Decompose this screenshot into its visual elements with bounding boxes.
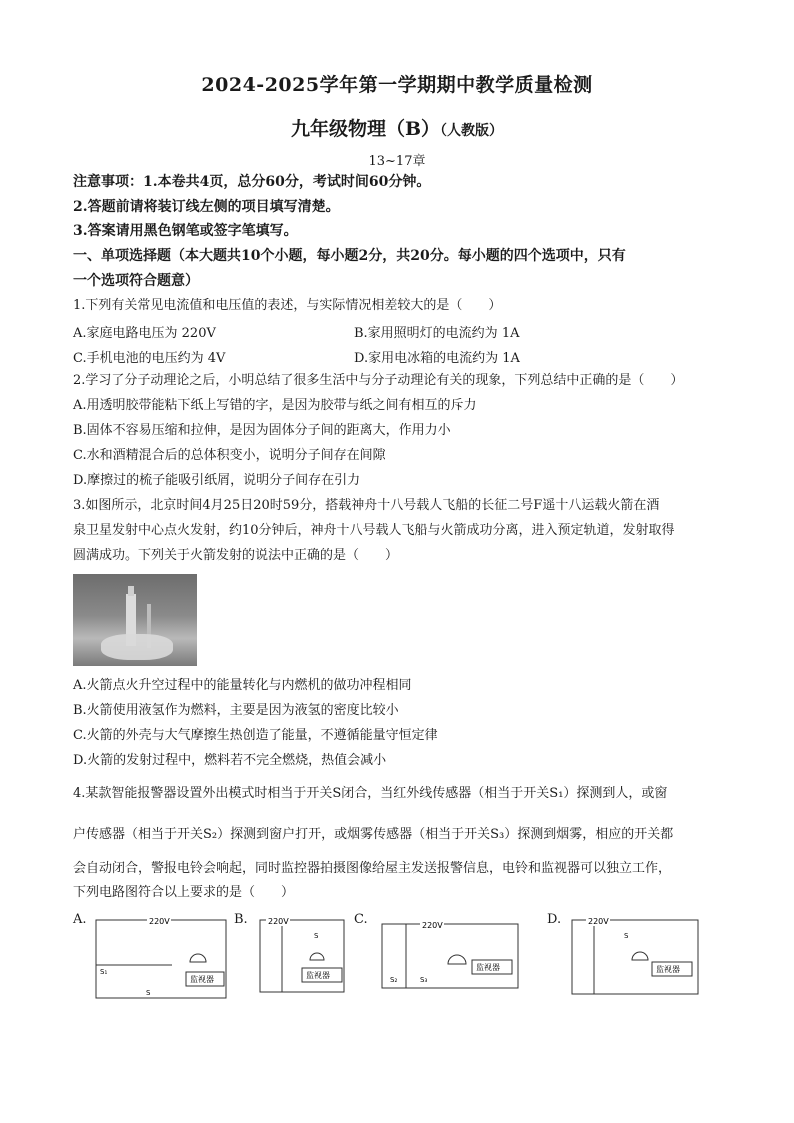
q3-option-d: D.火箭的发射过程中，燃料若不完全燃烧，热值会减小 xyxy=(73,753,387,768)
circuit-d-monitor: 监视器 xyxy=(656,965,680,974)
circuit-d-label: D. xyxy=(547,912,562,927)
exam-subtitle xyxy=(0,114,794,141)
circuit-a-s1: S₁ xyxy=(100,968,108,976)
q2-option-d: D.摩擦过的梳子能吸引纸屑，说明分子间存在引力 xyxy=(73,473,361,488)
section-heading-line2: 一个选项符合题意） xyxy=(73,273,199,289)
circuit-b-s: S xyxy=(314,932,319,940)
circuit-c-monitor: 监视器 xyxy=(476,963,500,972)
subject-label: 九年级物理（B） xyxy=(290,118,441,140)
edition-label: （人教版） xyxy=(440,123,504,139)
circuit-a-s: S xyxy=(146,989,151,997)
q2-stem: 2.学习了分子动理论之后，小明总结了很多生活中与分子动理论有关的现象，下列总结中正确的是（ ） xyxy=(73,373,684,388)
q3-stem-line2: 泉卫星发射中心点火发射，约10分钟后，神舟十八号载人飞船与火箭成功分离，进入预定轨道，发射取得 xyxy=(73,523,675,538)
circuit-d-s: S xyxy=(624,932,629,940)
circuit-a-voltage: 220V xyxy=(149,917,170,926)
q1-option-d: D.家用电冰箱的电流约为 1A xyxy=(354,351,520,366)
q3-stem-line1: 3.如图所示，北京时间4月25日20时59分，搭载神舟十八号载人飞船的长征二号F遥十八运载火箭在酒 xyxy=(73,498,660,513)
circuit-d-voltage: 220V xyxy=(588,917,609,926)
circuit-b-diagram xyxy=(252,910,352,1002)
q1-option-c: C.手机电池的电压约为 4V xyxy=(73,351,226,366)
circuit-c-s3: S₃ xyxy=(420,976,428,984)
q2-option-a: A.用透明胶带能粘下纸上写错的字，是因为胶带与纸之间有相互的斥力 xyxy=(73,398,477,413)
chapter-range: 13~17章 xyxy=(368,154,426,169)
q3-stem-line3: 圆满成功。下列关于火箭发射的说法中正确的是（ ） xyxy=(73,548,399,563)
circuit-c-diagram xyxy=(376,910,524,1002)
q1-option-b: B.家用照明灯的电流约为 1A xyxy=(354,326,520,341)
q2-option-b: B.固体不容易压缩和拉伸，是因为固体分子间的距离大，作用力小 xyxy=(73,423,451,438)
q3-option-b: B.火箭使用液氢作为燃料，主要是因为液氢的密度比较小 xyxy=(73,703,399,718)
note-3: 3.答案请用黑色钢笔或签字笔填写。 xyxy=(73,223,298,239)
q3-option-c: C.火箭的外壳与大气摩擦生热创造了能量，不遵循能量守恒定律 xyxy=(73,728,438,743)
q4-stem-line4: 下列电路图符合以上要求的是（ ） xyxy=(73,885,295,900)
circuit-a-diagram xyxy=(92,910,232,1002)
circuit-a-monitor: 监视器 xyxy=(190,975,214,984)
rocket-nose xyxy=(128,586,134,596)
circuit-d-diagram xyxy=(566,910,706,1002)
q4-stem-line2: 户传感器（相当于开关S₂）探测到窗户打开，或烟雾传感器（相当于开关S₃）探测到烟雾，相应的开关都 xyxy=(73,827,674,842)
exam-title: 2024-2025学年第一学期期中教学质量检测 xyxy=(201,74,593,96)
circuit-c-s2: S₂ xyxy=(390,976,398,984)
section-heading-line1: 一、单项选择题（本大题共10个小题，每小题2分，共20分。每小题的四个选项中，只有 xyxy=(73,248,626,264)
launch-smoke xyxy=(101,634,173,660)
circuit-b-monitor: 监视器 xyxy=(306,971,330,980)
q1-stem: 1.下列有关常见电流值和电压值的表述，与实际情况相差较大的是（ ） xyxy=(73,298,502,313)
circuit-a-label: A. xyxy=(73,912,87,927)
rocket-launch-photo xyxy=(73,574,197,666)
q2-option-c: C.水和酒精混合后的总体积变小，说明分子间存在间隙 xyxy=(73,448,386,463)
circuit-b-label: B. xyxy=(234,912,248,927)
circuit-c-voltage: 220V xyxy=(422,921,443,930)
note-1: 注意事项：1.本卷共4页，总分60分，考试时间60分钟。 xyxy=(73,174,431,190)
q4-stem-line1: 4.某款智能报警器设置外出模式时相当于开关S闭合，当红外线传感器（相当于开关S₁）探测到人，或窗 xyxy=(73,786,668,801)
q1-option-a: A.家庭电路电压为 220V xyxy=(73,326,216,341)
circuit-c-label: C. xyxy=(354,912,368,927)
q3-option-a: A.火箭点火升空过程中的能量转化与内燃机的做功冲程相同 xyxy=(73,678,412,693)
circuit-b-voltage: 220V xyxy=(268,917,289,926)
note-2: 2.答题前请将装订线左侧的项目填写清楚。 xyxy=(73,199,340,215)
q4-stem-line3: 会自动闭合，警报电铃会响起，同时监控器拍摄图像给屋主发送报警信息，电铃和监视器可以独立工作， xyxy=(73,861,672,876)
